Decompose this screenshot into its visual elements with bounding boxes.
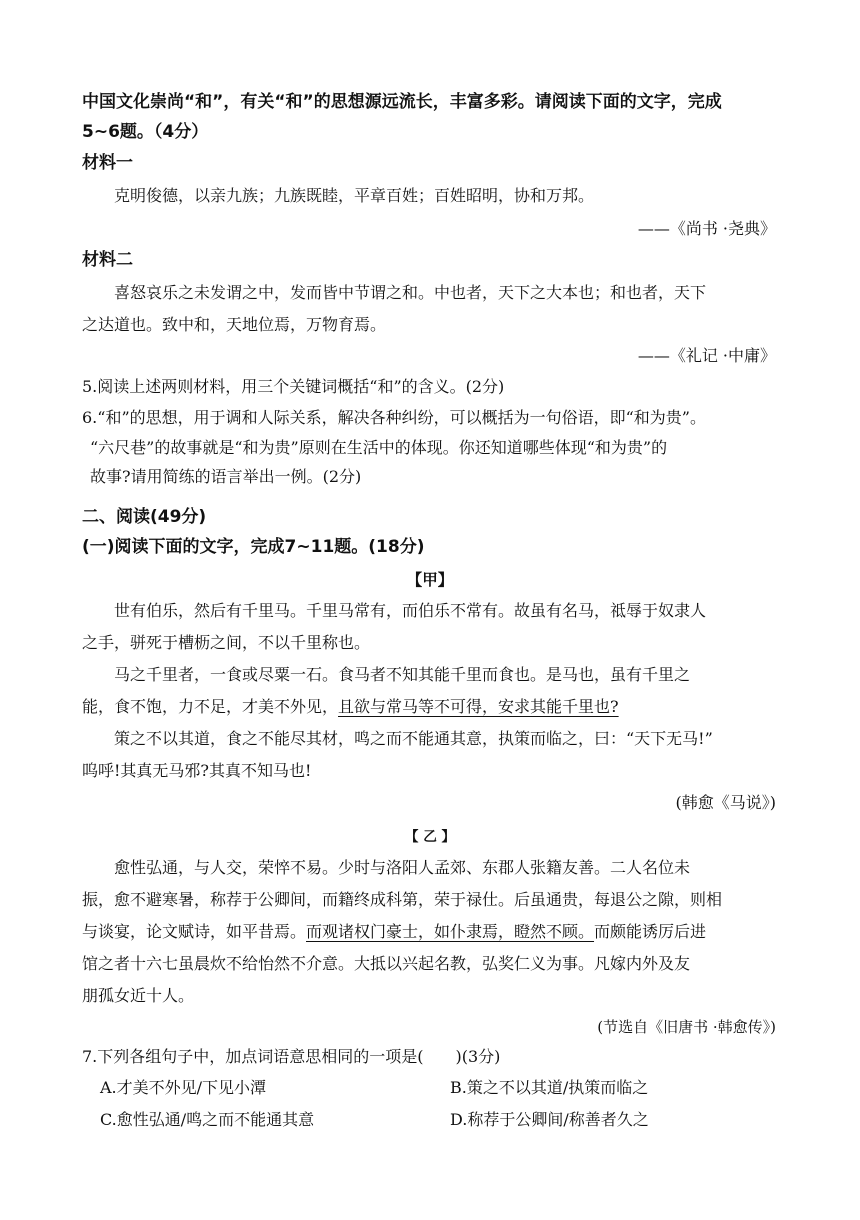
passage-jia-p2-line-2: [82, 696, 619, 718]
passage-jia-source: (韩愈《马说》): [675, 793, 776, 812]
question-7-option-b: B.策之不以其道/执策而临之: [450, 1078, 649, 1097]
passage-yi-line-1: 愈性弘通，与人交，荣悴不易。少时与洛阳人孟郊、东郡人张籍友善。二人名位未: [114, 858, 691, 877]
passage-jia-p3-line-1: 策之不以其道，食之不能尽其材，鸣之而不能通其意，执策而临之，曰：“天下无马!”: [114, 729, 713, 748]
material-1-text: 克明俊德，以亲九族；九族既睦，平章百姓；百姓昭明，协和万邦。: [114, 186, 595, 205]
underlined-sentence-jia: 且欲与常马等不可得，安求其能千里也?: [338, 697, 619, 716]
question-6-line-2: “六尺巷”的故事就是“和为贵”原则在生活中的体现。你还知道哪些体现“和为贵”的: [90, 438, 668, 457]
material-2-line-2: 之达道也。致中和，天地位焉，万物育焉。: [82, 315, 387, 334]
question-7-option-d: D.称荐于公卿间/称善者久之: [450, 1110, 649, 1129]
intro-line-1: 中国文化崇尚“和”，有关“和”的思想源远流长，丰富多彩。请阅读下面的文字，完成: [82, 92, 722, 112]
question-6-line-1: 6.“和”的思想，用于调和人际关系，解决各种纠纷，可以概括为一句俗语，即“和为贵”。: [82, 408, 706, 427]
material-1-source: ——《尚书 ·尧典》: [637, 219, 776, 238]
passage-yi-text-c: 而颇能诱厉后进: [594, 922, 707, 941]
question-6-line-3: 故事?请用简练的语言举出一例。(2分): [90, 467, 362, 486]
material-2-heading: 材料二: [82, 250, 133, 270]
passage-jia-title: 【甲】: [406, 571, 454, 589]
passage-jia-p3-line-2: 呜呼!其真无马邪?其真不知马也!: [82, 761, 312, 780]
passage-jia-p2-text: 能，食不饱，力不足，才美不外见，: [82, 697, 339, 716]
question-7-option-a: A.才美不外见/下见小潭: [100, 1078, 267, 1097]
material-1-heading: 材料一: [82, 153, 133, 173]
material-2-line-1: 喜怒哀乐之未发谓之中，发而皆中节谓之和。中也者，天下之大本也；和也者，天下: [114, 283, 707, 302]
passage-jia-p1-line-2: 之手，骈死于槽枥之间，不以千里称也。: [82, 633, 371, 652]
section-2-heading: 二、阅读(49分): [82, 507, 207, 527]
passage-yi-line-4: 馆之者十六七虽晨炊不给怡然不介意。大抵以兴起名教，弘奖仁义为事。凡嫁内外及友: [82, 954, 691, 973]
passage-yi-line-2: 振，愈不避寒暑，称荐于公卿间，而籍终成科第，荣于禄仕。后虽通贵，每退公之隙，则相: [82, 890, 723, 909]
section-2-subheading: (一)阅读下面的文字，完成7~11题。(18分): [82, 537, 425, 557]
question-7-option-c: C.愈性弘通/鸣之而不能通其意: [100, 1110, 315, 1129]
passage-yi-text-a: 与谈宴，论文赋诗，如平昔焉。: [82, 922, 307, 941]
passage-yi-title: 【 乙 】: [404, 829, 456, 845]
passage-yi-source: (节选自《旧唐书 ·韩愈传》): [597, 1018, 776, 1036]
question-5: 5.阅读上述两则材料，用三个关键词概括“和”的含义。(2分): [82, 377, 505, 396]
passage-jia-p2-line-1: 马之千里者，一食或尽粟一石。食马者不知其能千里而食也。是马也，虽有千里之: [114, 665, 691, 684]
material-2-source: ——《礼记 ·中庸》: [637, 346, 776, 365]
question-7-stem: 7.下列各组句子中，加点词语意思相同的一项是( )(3分): [82, 1047, 501, 1066]
passage-yi-line-3: [82, 921, 706, 943]
underlined-sentence-yi: 而观诸权门豪士，如仆隶焉，瞪然不顾。: [306, 922, 595, 941]
intro-line-2: 5~6题。（4分）: [82, 122, 209, 142]
passage-yi-line-5: 朋孤女近十人。: [82, 986, 195, 1005]
passage-jia-p1-line-1: 世有伯乐，然后有千里马。千里马常有，而伯乐不常有。故虽有名马，祗辱于奴隶人: [114, 601, 707, 620]
